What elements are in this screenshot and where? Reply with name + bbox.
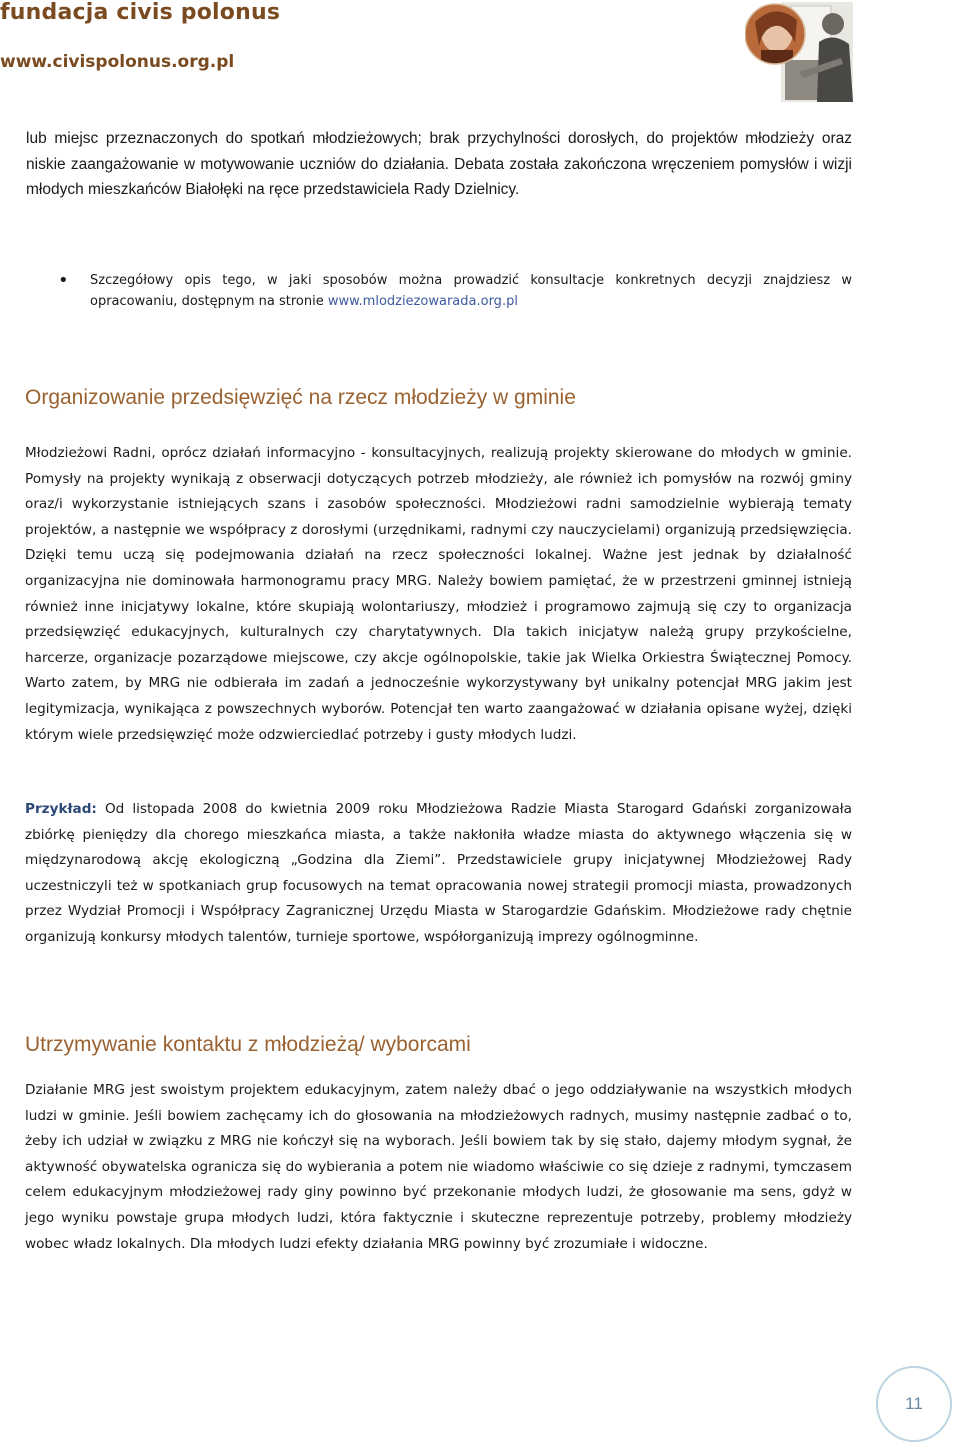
page-number: 11 — [905, 1394, 923, 1413]
section-organizowanie-paragraph: Młodzieżowi Radni, oprócz działań informacyjno - konsultacyjnych, realizują projekty skierowane do młodych w gminie. Pomysły na projekty wynikają z obserwacji dotyczących potrzeb młodzieży, ale również ich pomysłów na rozwój gminy oraz/i wykorzystanie istniejących szans i zasobów społeczności. Młodzieżowi radni samodzielnie wybierają tematy projektów, a następnie we współpracy z dorosłymi (urzędnikami, radnymi czy nauczycielami) organizują przedsięwzięcia. Dzięki temu uczą się podejmowania działań na rzecz społeczności lokalnej. Ważne jest jednak by działalność organizacyjna nie dominowała harmonogramu pracy MRG. Należy bowiem pamiętać, że w przestrzeni gminnej istnieją również inne inicjatywy lokalne, które skupiają wolontariuszy, młodzież i programowo zajmują się czy to organizacja przedsięwzięć edukacyjnych, kulturalnych czy charytatywnych. Dla takich inicjatyw należą grupy przykościelne, harcerze, organizacje pozarządowe miejscowe, czy akcje ogólnopolskie, takie jak Wielka Orkiestra Świątecznej Pomocy. Warto zatem, by MRG nie odbierała im zadań a jednocześnie wykorzystywany był unikalny potencjał MRG jakim jest legitymizacja, wynikająca z powszechnych wyborów. Potencjał ten warto zaangażować w działania opisane wyżej, dzięki którym wiele przedsięwzięć może odzwierciedlać potrzeby i gusty młodych ludzi. — [25, 445, 852, 743]
header-photo — [745, 2, 853, 102]
page-number-badge — [876, 1366, 952, 1442]
intro-paragraph: lub miejsc przeznaczonych do spotkań młodzieżowych; brak przychylności dorosłych, do projektów młodzieży oraz niskie zaangażowanie w motywowanie uczniów do działania. Debata została zakończona wręczeniem pomysłów i wizji młodych mieszkańców Białołęki na ręce przedstawiciela Rady Dzielnicy. — [26, 130, 852, 198]
section-utrzymywanie-paragraph: Działanie MRG jest swoistym projektem edukacyjnym, zatem należy dbać o jego oddziaływanie na wszystkich młodych ludzi w gminie. Jeśli bowiem zachęcamy ich do głosowania na młodzieżowych radnych, musimy następnie zadbać o to, żeby ich udział w związku z MRG nie kończył się na wyborach. Jeśli bowiem tak by się stało, dajemy młodym sygnał, że aktywność obywatelska ogranicza się do wybierania a potem nie wiadomo właściwie co się dzieje z radnymi, tymczasem celem edukacyjnym młodzieżowej rady giny powinno być przekonanie młodych ludzi, że głosowanie ma sens, gdyż w jego wyniku powstaje grupa młodych ludzi, która faktycznie i skuteczne reprezentuje potrzeby, problemy młodzieży wobec władz lokalnych. Dla młodych ludzi efekty działania MRG powinny być zrozumiałe i widoczne. — [25, 1082, 852, 1252]
example-text: Od listopada 2008 do kwietnia 2009 roku Młodzieżowa Radzie Miasta Starogard Gdański zorganizowała zbiórkę pieniędzy dla chorego mieszkańca miasta, a także nakłoniła władze miasta do aktywnego włączenia się w międzynarodową akcję ekologiczną „Godzina dla Ziemi”. Przedstawiciele grupy inicjatywnej Młodzieżowej Rady uczestniczyli też w spotkaniach grup focusowych na temat opracowania nowej strategii promocji miasta, prowadzonych przez Wydział Promocji i Współpracy Zagranicznej Urzędu Miasta w Starogardzie Gdańskim. Młodzieżowe rady chętnie organizują konkursy młodych talentów, turnieje sportowe, współorganizują imprezy ogólnogminne. — [25, 801, 852, 945]
organization-url-link[interactable]: www.civispolonus.org.pl — [0, 52, 235, 72]
bullet-text — [90, 270, 852, 312]
mlodziezowarada-link[interactable]: www.mlodziezowarada.org.pl — [327, 294, 518, 309]
bullet-item — [58, 270, 852, 312]
organization-name: fundacja civis polonus — [0, 0, 281, 25]
bullet-text-body: Szczegółowy opis tego, w jaki sposobów można prowadzić konsultacje konkretnych decyzji znajdziesz w opracowaniu, dostępnym na stronie — [90, 273, 852, 309]
example-paragraph — [25, 797, 852, 951]
example-label: Przykład: — [25, 801, 97, 817]
section-heading-organizowanie: Organizowanie przedsięwzięć na rzecz młodzieży w gminie — [25, 386, 576, 409]
bullet-icon: • — [58, 270, 69, 291]
section-heading-utrzymywanie: Utrzymywanie kontaktu z młodzieżą/ wyborcami — [25, 1033, 471, 1056]
